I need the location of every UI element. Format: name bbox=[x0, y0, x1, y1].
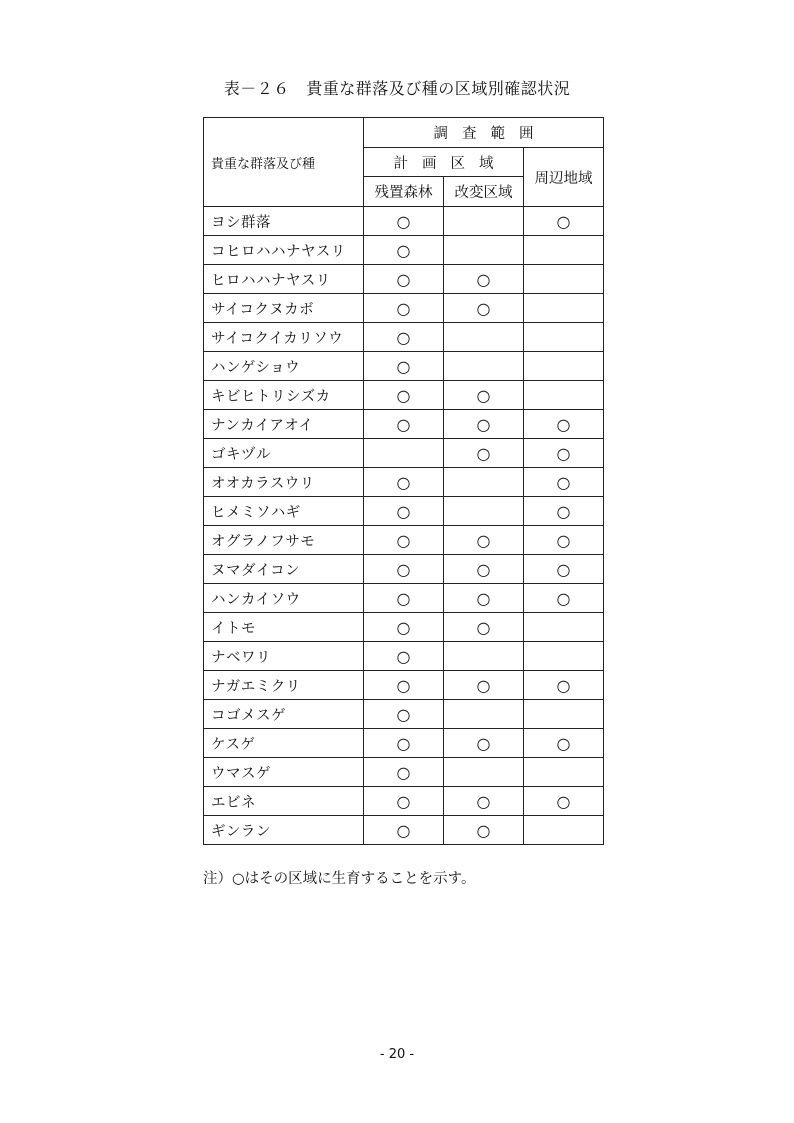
surrounding-area-cell bbox=[524, 381, 604, 410]
modified-area-cell: ○ bbox=[444, 671, 524, 700]
modified-area-cell: ○ bbox=[444, 584, 524, 613]
table-row bbox=[204, 671, 604, 700]
remaining-forest-cell: ○ bbox=[364, 468, 444, 497]
modified-area-cell bbox=[444, 352, 524, 381]
species-name-cell: コゴメスゲ bbox=[204, 700, 364, 729]
remaining-forest-header: 残置森林 bbox=[364, 177, 444, 207]
modified-area-cell bbox=[444, 642, 524, 671]
modified-area-cell: ○ bbox=[444, 439, 524, 468]
table-row bbox=[204, 410, 604, 439]
modified-area-cell bbox=[444, 236, 524, 265]
page-title: 表－２６ 貴重な群落及び種の区域別確認状況 bbox=[223, 79, 571, 98]
table-row bbox=[204, 729, 604, 758]
surrounding-area-cell: ○ bbox=[524, 555, 604, 584]
remaining-forest-cell: ○ bbox=[364, 497, 444, 526]
modified-area-cell: ○ bbox=[444, 265, 524, 294]
modified-area-cell bbox=[444, 207, 524, 236]
surrounding-area-cell: ○ bbox=[524, 729, 604, 758]
remaining-forest-cell: ○ bbox=[364, 613, 444, 642]
table-row bbox=[204, 758, 604, 787]
table-row bbox=[204, 584, 604, 613]
species-table bbox=[203, 117, 604, 845]
surrounding-area-cell: ○ bbox=[524, 584, 604, 613]
modified-area-cell bbox=[444, 758, 524, 787]
plan-area-header: 計画区域 bbox=[364, 148, 524, 177]
remaining-forest-cell: ○ bbox=[364, 584, 444, 613]
modified-area-cell: ○ bbox=[444, 613, 524, 642]
species-name-cell: ナガエミクリ bbox=[204, 671, 364, 700]
remaining-forest-cell: ○ bbox=[364, 294, 444, 323]
surrounding-area-cell: ○ bbox=[524, 410, 604, 439]
table-note: 注）○はその区域に生育することを示す。 bbox=[203, 871, 476, 887]
table-row bbox=[204, 265, 604, 294]
modified-area-cell bbox=[444, 323, 524, 352]
table-row bbox=[204, 323, 604, 352]
species-name-cell: ヒメミソハギ bbox=[204, 497, 364, 526]
species-name-cell: サイコクヌカボ bbox=[204, 294, 364, 323]
surrounding-area-cell: ○ bbox=[524, 468, 604, 497]
table-row bbox=[204, 642, 604, 671]
species-name-cell: ゴキヅル bbox=[204, 439, 364, 468]
surrounding-area-cell bbox=[524, 352, 604, 381]
survey-range-header: 調査範囲 bbox=[364, 118, 604, 148]
surrounding-area-cell: ○ bbox=[524, 497, 604, 526]
species-name-cell: キビヒトリシズカ bbox=[204, 381, 364, 410]
surrounding-area-cell: ○ bbox=[524, 787, 604, 816]
remaining-forest-cell: ○ bbox=[364, 642, 444, 671]
remaining-forest-cell bbox=[364, 439, 444, 468]
modified-area-cell: ○ bbox=[444, 816, 524, 845]
surrounding-area-cell bbox=[524, 294, 604, 323]
table-row bbox=[204, 700, 604, 729]
surrounding-area-cell bbox=[524, 758, 604, 787]
remaining-forest-cell: ○ bbox=[364, 526, 444, 555]
species-name-cell: エビネ bbox=[204, 787, 364, 816]
species-name-cell: サイコクイカリソウ bbox=[204, 323, 364, 352]
remaining-forest-cell: ○ bbox=[364, 323, 444, 352]
species-name-cell: ハンゲショウ bbox=[204, 352, 364, 381]
remaining-forest-cell: ○ bbox=[364, 265, 444, 294]
table-row bbox=[204, 236, 604, 265]
surrounding-area-cell bbox=[524, 816, 604, 845]
species-name-cell: ナンカイアオイ bbox=[204, 410, 364, 439]
table-row bbox=[204, 787, 604, 816]
remaining-forest-cell: ○ bbox=[364, 381, 444, 410]
surrounding-area-cell bbox=[524, 613, 604, 642]
species-name-cell: ギンラン bbox=[204, 816, 364, 845]
table-row bbox=[204, 497, 604, 526]
surrounding-area-cell bbox=[524, 236, 604, 265]
table-row bbox=[204, 555, 604, 584]
surrounding-area-cell: ○ bbox=[524, 207, 604, 236]
remaining-forest-cell: ○ bbox=[364, 700, 444, 729]
remaining-forest-cell: ○ bbox=[364, 207, 444, 236]
surrounding-area-cell bbox=[524, 700, 604, 729]
species-name-cell: ウマスゲ bbox=[204, 758, 364, 787]
name-column-header: 貴重な群落及び種 bbox=[204, 118, 364, 207]
table-row bbox=[204, 613, 604, 642]
table-row bbox=[204, 381, 604, 410]
remaining-forest-cell: ○ bbox=[364, 758, 444, 787]
surrounding-area-cell: ○ bbox=[524, 526, 604, 555]
remaining-forest-cell: ○ bbox=[364, 671, 444, 700]
surrounding-area-cell bbox=[524, 642, 604, 671]
remaining-forest-cell: ○ bbox=[364, 729, 444, 758]
remaining-forest-cell: ○ bbox=[364, 787, 444, 816]
species-name-cell: イトモ bbox=[204, 613, 364, 642]
modified-area-cell bbox=[444, 700, 524, 729]
species-name-cell: ヒロハハナヤスリ bbox=[204, 265, 364, 294]
species-name-cell: ヌマダイコン bbox=[204, 555, 364, 584]
surrounding-area-cell bbox=[524, 265, 604, 294]
remaining-forest-cell: ○ bbox=[364, 236, 444, 265]
modified-area-cell: ○ bbox=[444, 381, 524, 410]
page-number: - 20 - bbox=[379, 1047, 415, 1062]
species-table-body bbox=[204, 207, 604, 845]
modified-area-cell: ○ bbox=[444, 410, 524, 439]
species-name-cell: ヨシ群落 bbox=[204, 207, 364, 236]
table-row bbox=[204, 468, 604, 497]
table-row bbox=[204, 526, 604, 555]
surrounding-area-cell: ○ bbox=[524, 671, 604, 700]
modified-area-cell: ○ bbox=[444, 787, 524, 816]
surrounding-area-cell: ○ bbox=[524, 439, 604, 468]
species-name-cell: オグラノフサモ bbox=[204, 526, 364, 555]
table-row bbox=[204, 294, 604, 323]
remaining-forest-cell: ○ bbox=[364, 555, 444, 584]
species-name-cell: ナベワリ bbox=[204, 642, 364, 671]
species-name-cell: オオカラスウリ bbox=[204, 468, 364, 497]
modified-area-cell: ○ bbox=[444, 729, 524, 758]
remaining-forest-cell: ○ bbox=[364, 816, 444, 845]
modified-area-cell bbox=[444, 497, 524, 526]
remaining-forest-cell: ○ bbox=[364, 352, 444, 381]
surrounding-area-header: 周辺地域 bbox=[524, 148, 604, 207]
table-row bbox=[204, 439, 604, 468]
modified-area-cell: ○ bbox=[444, 555, 524, 584]
table-row bbox=[204, 816, 604, 845]
modified-area-cell: ○ bbox=[444, 526, 524, 555]
surrounding-area-cell bbox=[524, 323, 604, 352]
modified-area-cell: ○ bbox=[444, 294, 524, 323]
table-row bbox=[204, 352, 604, 381]
table-row bbox=[204, 207, 604, 236]
modified-area-cell bbox=[444, 468, 524, 497]
remaining-forest-cell: ○ bbox=[364, 410, 444, 439]
species-name-cell: コヒロハハナヤスリ bbox=[204, 236, 364, 265]
species-name-cell: ケスゲ bbox=[204, 729, 364, 758]
species-name-cell: ハンカイソウ bbox=[204, 584, 364, 613]
modified-area-header: 改変区域 bbox=[444, 177, 524, 207]
